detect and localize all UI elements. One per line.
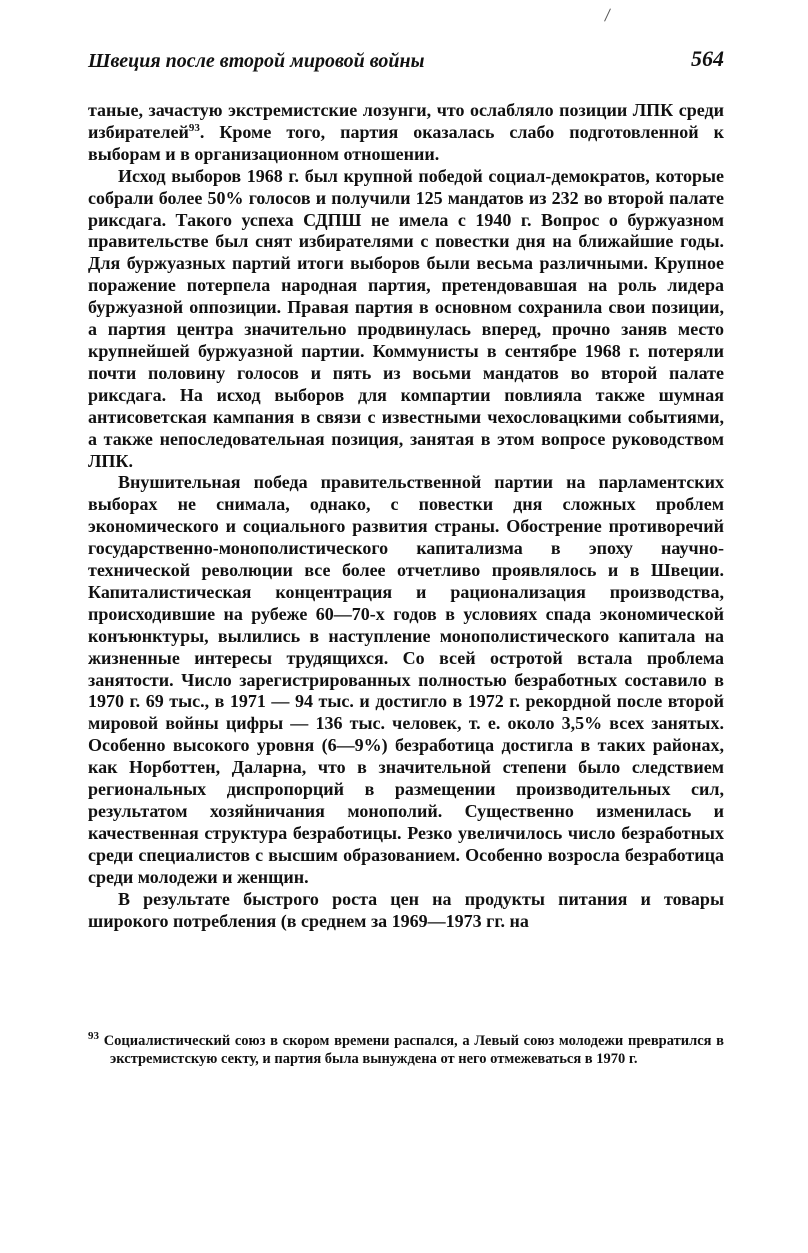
paragraph-1 — [88, 100, 724, 166]
paragraph-4: В результате быстрого роста цен на продукты питания и товары широкого потребления (в среднем за 1969—1973 гг. на — [88, 888, 724, 931]
scan-speck — [604, 8, 611, 21]
footnote-mark: 93 — [88, 1030, 99, 1043]
paragraph-1-text-end: . Кроме того, партия оказалась слабо подготовленной к выборам и в организационном отношении. — [88, 121, 724, 164]
paragraph-3: Внушительная победа правительственной партии на парламентских выборах не снимала, однако, с повестки дня сложных проблем экономического и социального развития страны. Обострение противоречий государственно-монополистического капитализма в эпоху научно-технической революции все более отчетливо проявлялось и в Швеции. Капиталистическая концентрация и рационализация производства, происходившие на рубеже 60—70-х годов в условиях спада экономической конъюнктуры, вылились в наступление монополистического капитала на жизненные интересы трудящихся. Со всей остротой встала проблема занятости. Число зарегистрированных полностью безработных составило в 1970 г. 69 тыс., в 1971 — 94 тыс. и достигло в 1972 г. рекордной после второй мировой войны цифры — 136 тыс. человек, т. е. около 3,5% всех занятых. Особенно высокого уровня (6—9%) безработица достигла в таких районах, как Норботтен, Даларна, что в значительной степени было следствием региональных диспропорций в размещении производительных сил, результатом хозяйничания монополий. Существенно изменилась и качественная структура безработицы. Резко увеличилось число безработных среди специалистов с высшим образованием. Особенно возросла безработица среди молодежи и женщин. — [88, 472, 724, 887]
paragraph-1-text: таные, зачастую экстремистские лозунги, что ослабляло позиции ЛПК среди избирателей — [88, 100, 724, 142]
running-title: Швеция после второй мировой войны — [88, 50, 425, 72]
footnote — [88, 1032, 724, 1068]
body-text — [88, 100, 724, 932]
page-number: 564 — [691, 46, 724, 71]
page-header — [88, 44, 724, 78]
footnote-reference: 93 — [188, 121, 200, 134]
footnote-text: Социалистический союз в скором времени распался, а Левый союз молодежи превратился в экстремистскую секту, и партия была вынуждена от него отмежеваться в 1970 г. — [103, 1033, 724, 1068]
paragraph-2: Исход выборов 1968 г. был крупной победой социал-демократов, которые собрали более 50% голосов и получили 125 мандатов из 232 во второй палате риксдага. Такого успеха СДПШ не имела с 1940 г. Вопрос о буржуазном правительстве был снят избирателями с повестки дня на ближайшие годы. Для буржуазных партий итоги выборов были весьма различными. Крупное поражение потерпела народная партия, претендовавшая на роль лидера буржуазной оппозиции. Правая партия в основном сохранила свои позиции, а партия центра значительно продвинулась вперед, прочно заняв место крупнейшей буржуазной партии. Коммунисты в сентябре 1968 г. потеряли почти половину голосов и пять из восьми мандатов во второй палате риксдага. На исход выборов для компартии повлияла также шумная антисоветская кампания в связи с известными чехословацкими событиями, а также непоследовательная позиция, занятая в этом вопросе руководством ЛПК. — [88, 165, 724, 471]
